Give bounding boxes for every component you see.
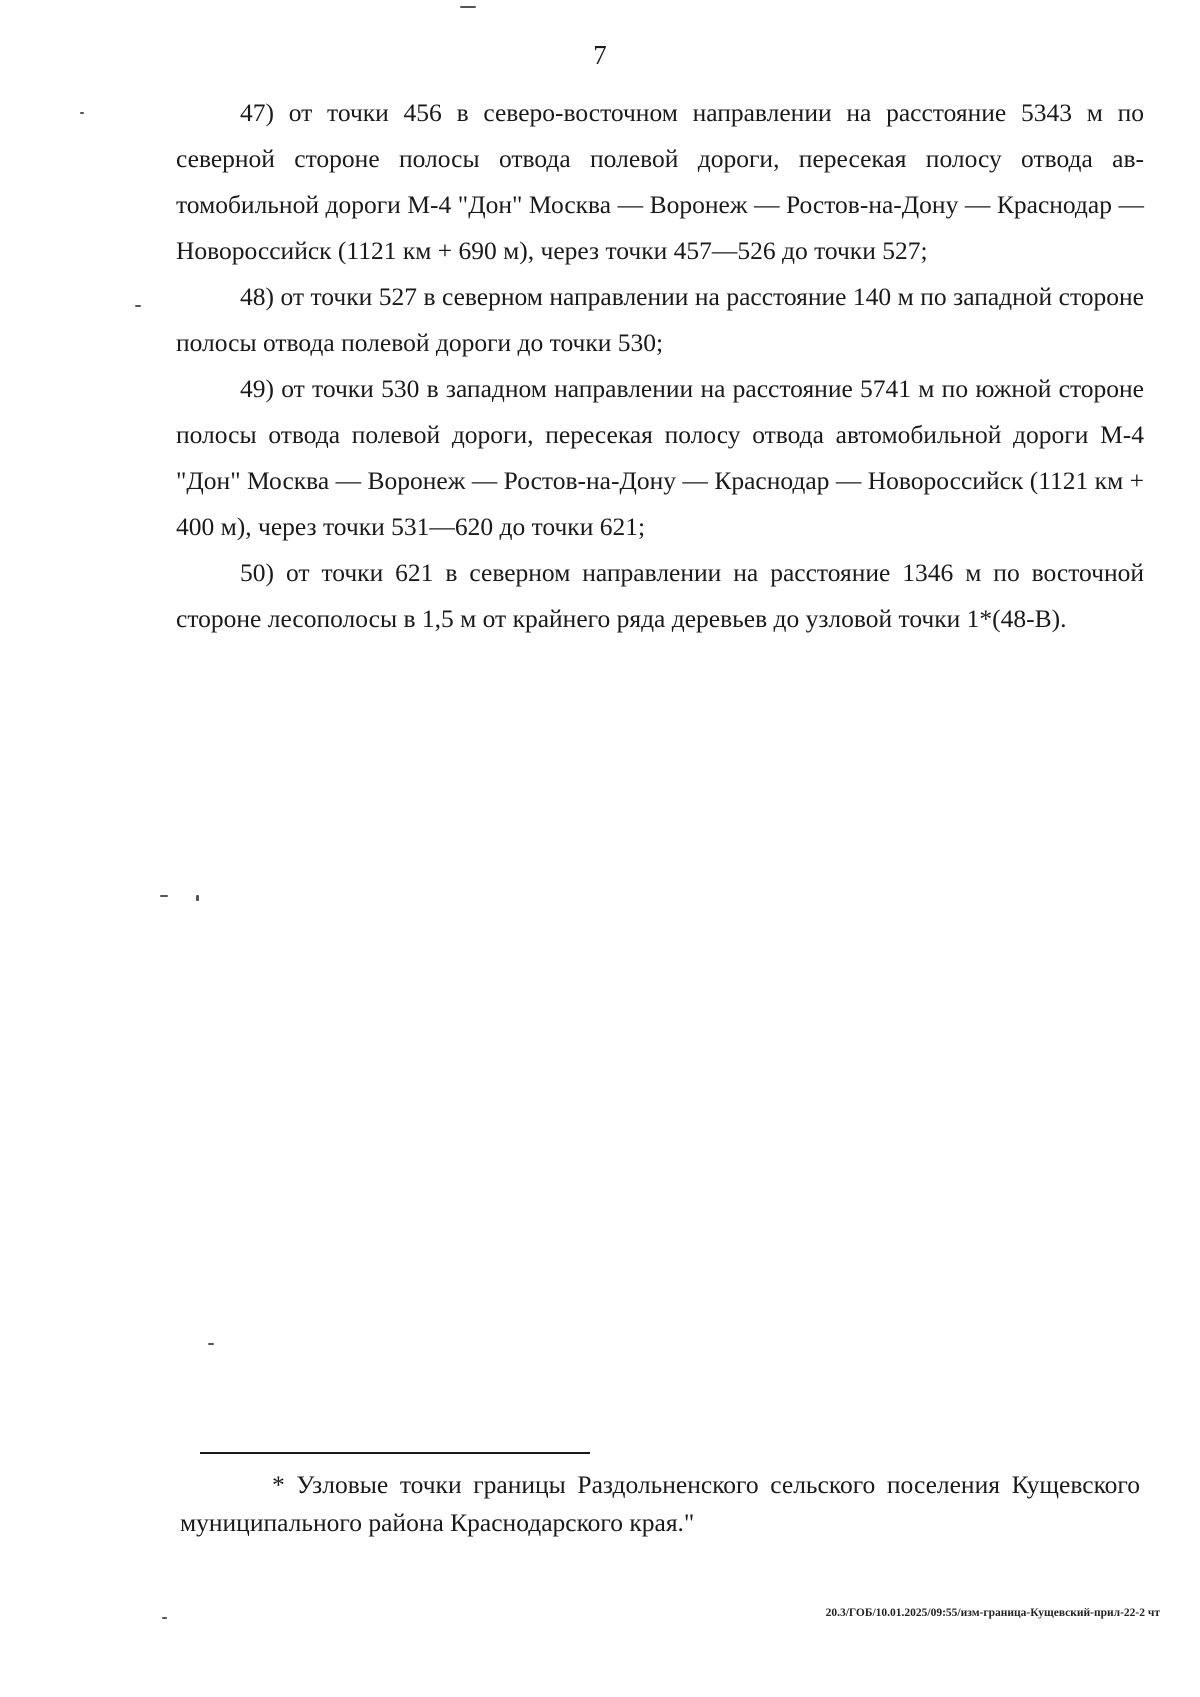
scan-speck — [160, 895, 168, 897]
scan-speck — [196, 895, 199, 901]
paragraph-48: 48) от точки 527 в северном направлении на расстояние 140 м по западной стороне полосы отвода полевой дороги до точки 530; — [176, 282, 1144, 357]
scan-speck — [80, 112, 84, 114]
page-number: 7 — [593, 40, 607, 70]
scan-speck — [208, 1343, 214, 1345]
scan-speck — [135, 305, 141, 307]
paragraph-47: 47) от точки 456 в северо-восточном направлении на расстояние 5343 м по северной стороне полосы отвода полевой дороги, пересекая полосу отвода автомобильной дороги М-4 "Дон" Москва — Воронеж — Ростов-на-Дону — Краснодар — Новороссийск (1121 км + 690 м), через точки 457—526 до точки 527; — [176, 98, 1144, 265]
scan-speck — [460, 6, 476, 8]
paragraph-49: 49) от точки 530 в западном направлении на расстояние 5741 м по южной стороне полосы отвода полевой дороги, пересекая полосу отвода автомобильной дороги М-4 "Дон" Москва — Воронеж — Ростов-на-Дону — Краснодар — Новороссийск (1121 км + 400 м), через точки 531—620 до точки 621; — [176, 374, 1144, 541]
footnote: * Узловые точки границы Раздольненского сельского поселения Кущевского муниципального района Краснодарского края." — [180, 1470, 1140, 1537]
document-body — [176, 90, 1144, 642]
scan-speck — [162, 1617, 167, 1619]
footnote-separator — [200, 1452, 590, 1454]
paragraph-50: 50) от точки 621 в северном направлении на расстояние 1346 м по восточной стороне лесополосы в 1,5 м от крайнего ряда деревьев до узловой точки 1*(48-В). — [176, 558, 1144, 633]
document-code: 20.3/ГОБ/10.01.2025/09:55/изм-граница-Кущевский-прил-22-2 чт — [825, 1607, 1160, 1619]
